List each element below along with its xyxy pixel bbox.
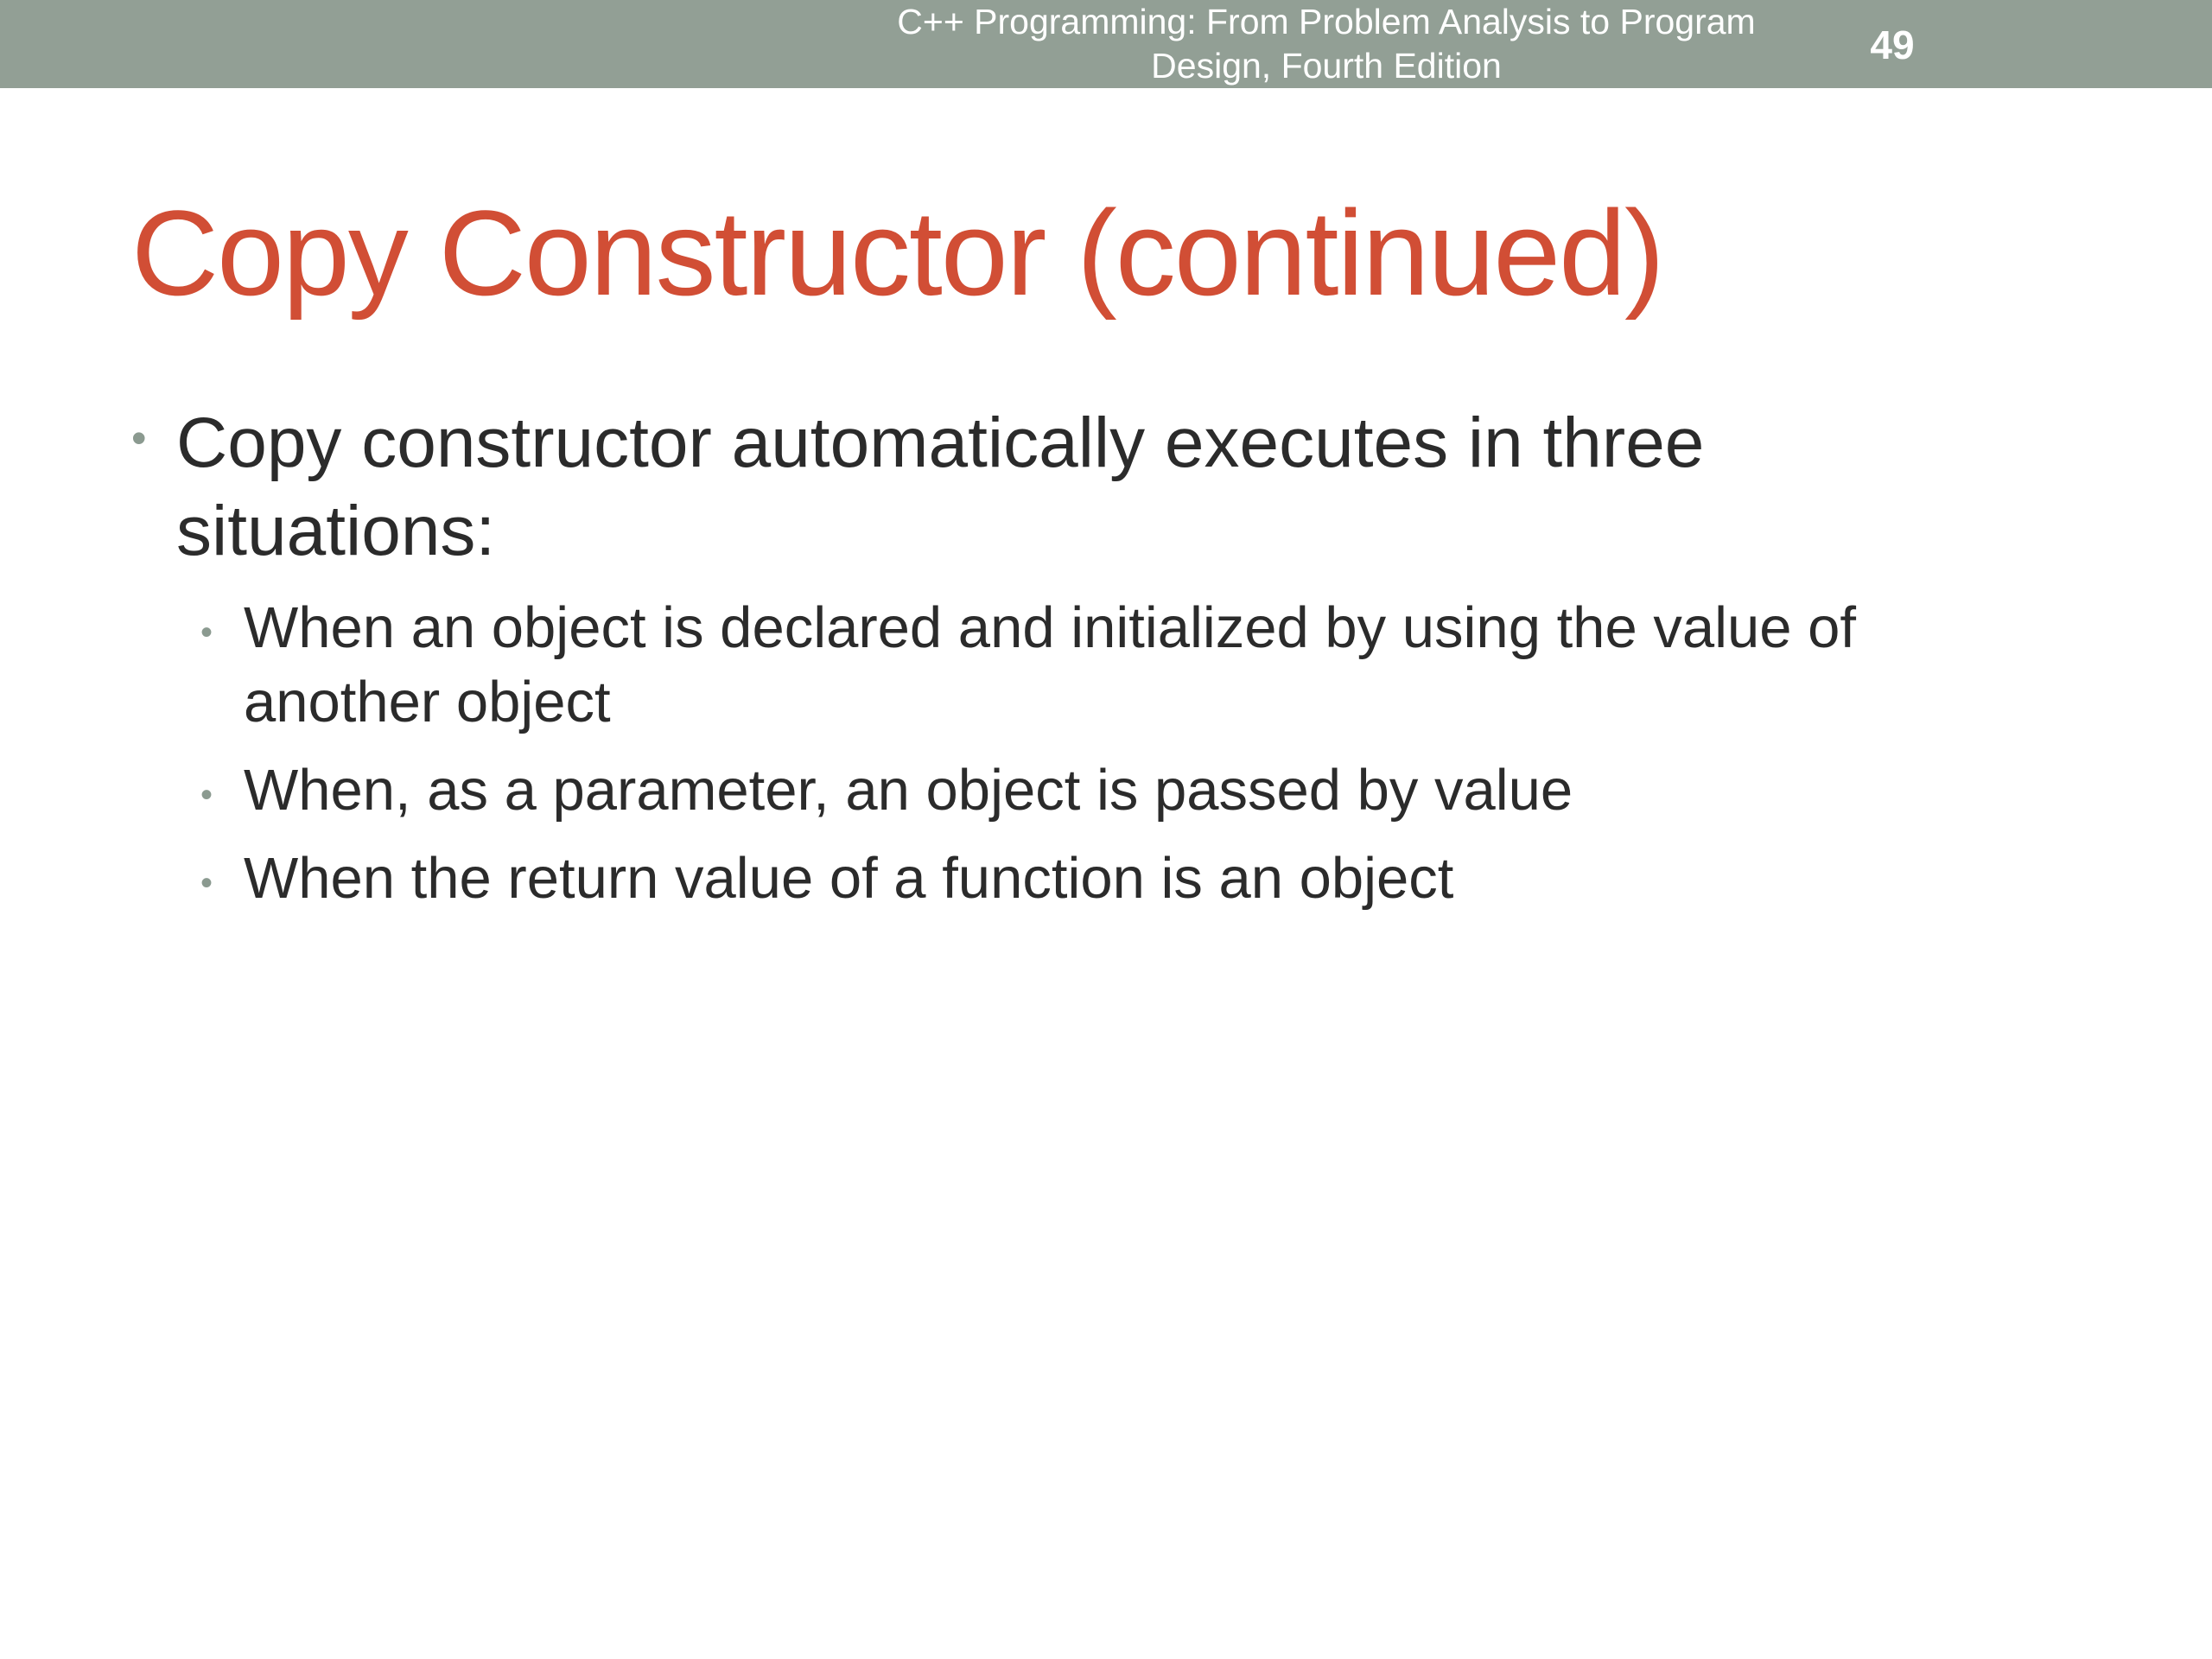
sub-bullet-marker: • xyxy=(200,776,213,814)
bullet-marker: • xyxy=(131,414,147,462)
header-title xyxy=(830,0,1823,88)
slide-title: Copy Constructor (continued) xyxy=(131,185,1663,321)
sub-bullet-text: When the return value of a function is an object xyxy=(244,846,1454,911)
header-title-line-2: Design, Fourth Edition xyxy=(1151,46,1502,86)
header-band xyxy=(0,0,2212,88)
sub-bullet-item xyxy=(0,753,2212,831)
sub-bullet-item xyxy=(0,842,2212,919)
sub-bullet-text: When, as a parameter, an object is passed by value xyxy=(244,758,1573,823)
sub-bullet-text: When an object is declared and initialized by using the value of another object xyxy=(244,595,1856,734)
sub-bullet-item xyxy=(0,591,2212,743)
page-number: 49 xyxy=(1870,22,1915,67)
header-title-line-1: C++ Programming: From Problem Analysis to Program xyxy=(897,2,1756,41)
sub-bullet-marker: • xyxy=(200,613,213,652)
bullet-text: Copy constructor automatically executes in three situations: xyxy=(176,404,1705,570)
sub-bullet-marker: • xyxy=(200,864,213,902)
bullet-item xyxy=(0,399,2212,581)
